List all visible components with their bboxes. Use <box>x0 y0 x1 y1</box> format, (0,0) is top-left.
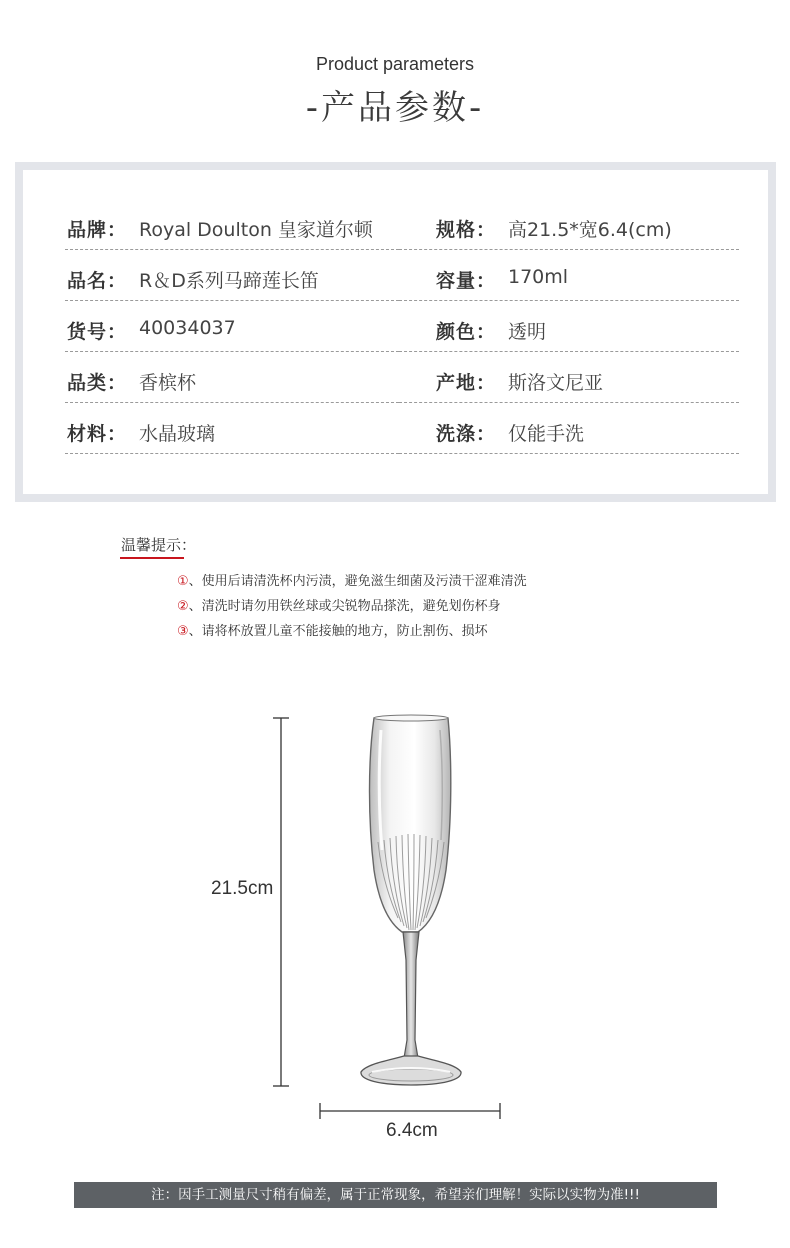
param-label: 材料： <box>67 423 128 445</box>
param-value: 仅能手洗 <box>508 423 585 445</box>
param-value: Royal Doulton 皇家道尔顿 <box>139 219 373 241</box>
tip-text: 、请将杯放置儿童不能接触的地方，防止割伤、损坏 <box>188 624 488 639</box>
tip-text: 、清洗时请勿用铁丝球或尖锐物品搽洗，避免划伤杯身 <box>188 599 501 614</box>
param-value: 透明 <box>508 321 547 343</box>
param-value: R＆D系列马蹄莲长笛 <box>139 270 319 292</box>
param-label: 品牌： <box>67 219 128 241</box>
champagne-flute-icon <box>361 715 461 1085</box>
param-value: 香槟杯 <box>139 372 197 394</box>
param-label: 规格： <box>436 219 497 241</box>
width-label: 6.4cm <box>386 1120 438 1141</box>
tip-text: 、使用后请清洗杯内污渍，避免滋生细菌及污渍干涩难清洗 <box>188 574 527 589</box>
param-label: 颜色： <box>436 321 497 343</box>
param-value: 斯洛文尼亚 <box>508 372 604 394</box>
param-label: 洗涤： <box>436 423 497 445</box>
tip-number: ② <box>177 599 189 614</box>
height-dimension-line <box>273 718 289 1086</box>
tip-number: ① <box>177 574 189 589</box>
param-value: 40034037 <box>139 317 236 339</box>
disclaimer-bar: 注：因手工测量尺寸稍有偏差，属于正常现象，希望亲们理解！实际以实物为准!!! <box>74 1182 717 1208</box>
section-title: -产品参数- <box>305 88 485 128</box>
width-dimension-line <box>320 1103 500 1119</box>
param-label: 品类： <box>67 372 128 394</box>
param-value: 水晶玻璃 <box>139 423 216 445</box>
param-value: 高21.5*宽6.4(cm) <box>508 219 672 241</box>
param-value: 170ml <box>508 266 569 288</box>
section-subtitle-en: Product parameters <box>315 54 475 74</box>
height-label: 21.5cm <box>211 878 274 899</box>
param-label: 容量： <box>436 270 497 292</box>
param-label: 产地： <box>436 372 497 394</box>
tips-title: 温馨提示 <box>121 536 182 554</box>
tips-title-colon: ： <box>181 536 197 554</box>
param-label: 货号： <box>67 321 128 343</box>
param-label: 品名： <box>67 270 128 292</box>
tip-number: ③ <box>177 624 189 639</box>
